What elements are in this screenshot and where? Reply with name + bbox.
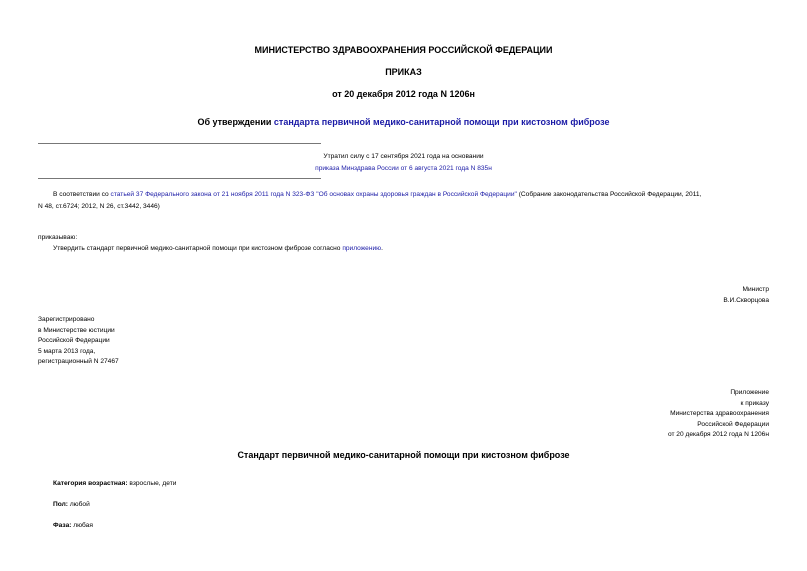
appendix-reference-line: к приказу: [740, 399, 769, 407]
law-title-link[interactable]: "Об основах охраны здоровья граждан в Российской Федерации": [316, 191, 517, 198]
ministry-heading: МИНИСТЕРСТВО ЗДРАВООХРАНЕНИЯ РОССИЙСКОЙ ФЕДЕРАЦИИ: [254, 45, 553, 55]
appendix-reference-line: Приложение: [730, 389, 769, 396]
appendix-link[interactable]: приложению: [342, 245, 382, 252]
sex-value: любой: [68, 501, 90, 508]
preamble-line-1: [53, 190, 701, 201]
sex-label: Пол:: [53, 501, 68, 508]
preamble-line-2: N 48, ст.6724; 2012, N 26, ст.3442, 3446): [38, 203, 160, 210]
signature-name: В.И.Скворцова: [723, 297, 769, 304]
registration-line: в Министерстве юстиции: [38, 326, 115, 334]
law-article-link[interactable]: статьей 37 Федерального закона от 21 ноября 2011 года N 323-ФЗ: [110, 191, 315, 198]
registration-line: 5 марта 2013 года,: [38, 347, 96, 355]
phase-value: любая: [71, 522, 93, 529]
registration-line: Зарегистрировано: [38, 316, 95, 323]
registration-block: [38, 315, 119, 368]
order-date-number: от 20 декабря 2012 года N 1206н: [332, 89, 475, 99]
sex-field: [53, 500, 90, 511]
appendix-reference-block: [668, 388, 769, 441]
registration-line: регистрационный N 27467: [38, 358, 119, 365]
phase-field: [53, 521, 93, 532]
standard-title: Стандарт первичной медико-санитарной помощи при кистозном фиброзе: [237, 450, 570, 460]
phase-label: Фаза:: [53, 522, 72, 529]
title-link[interactable]: стандарта первичной медико-санитарной помощи при кистозном фиброзе: [273, 117, 610, 127]
status-bottom-rule: [38, 178, 321, 179]
title-prefix: Об утверждении: [197, 117, 274, 127]
repeal-status-text: Утратил силу с 17 сентября 2021 года на основании: [323, 153, 484, 160]
status-top-rule: [38, 143, 321, 144]
order-heading: ПРИКАЗ: [385, 67, 422, 77]
age-category-value: взрослые, дети: [127, 480, 177, 487]
preamble-prefix: В соответствии со: [53, 191, 111, 198]
preamble-suffix: (Собрание законодательства Российской Федерации, 2011,: [516, 191, 702, 198]
document-title: [0, 117, 807, 127]
repeal-order-link[interactable]: приказа Минздрава России от 6 августа 2021 года N 835н: [315, 165, 492, 172]
registration-line: Российской Федерации: [38, 337, 110, 344]
age-category-label: Категория возрастная:: [53, 480, 128, 487]
appendix-reference-line: Министерства здравоохранения: [670, 410, 769, 417]
appendix-reference-line: от 20 декабря 2012 года N 1206н: [667, 431, 769, 438]
signature-position: Министр: [742, 286, 769, 293]
age-category-field: [53, 479, 176, 490]
approve-statement: Утвердить стандарт первичной медико-санитарной помощи при кистозном фиброзе согласно приложению.: [53, 245, 383, 252]
appendix-reference-line: Российской Федерации: [697, 420, 769, 428]
order-word: приказываю:: [38, 234, 78, 241]
